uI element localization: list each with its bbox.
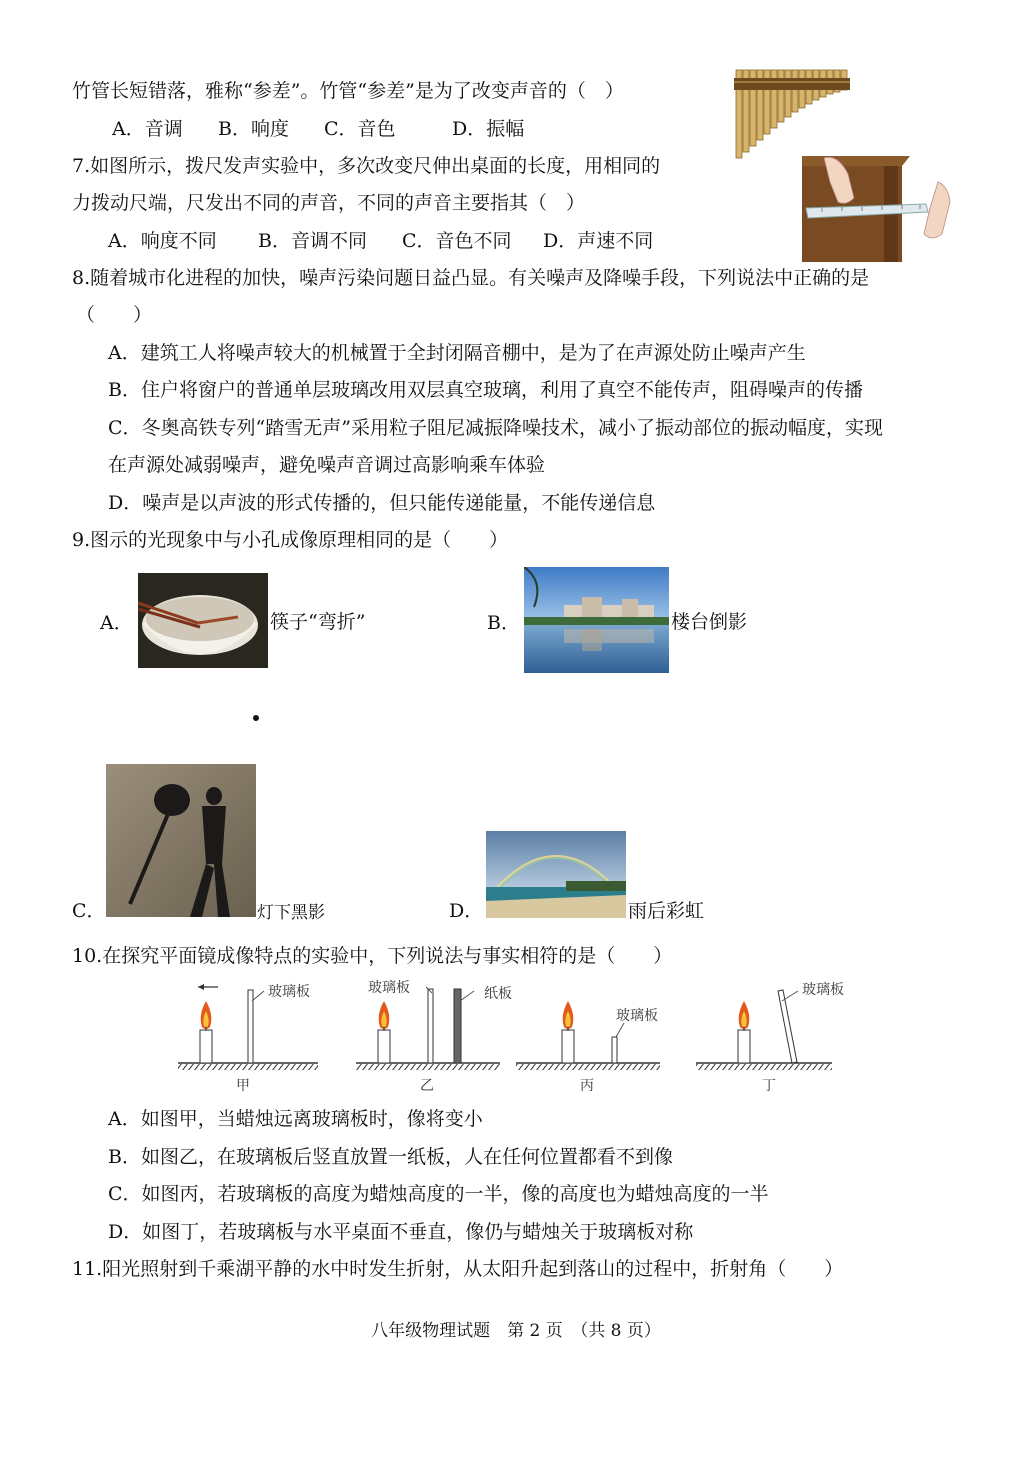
q9-option-b-letter: B．	[487, 612, 520, 634]
fig-ding-glass-label: 玻璃板	[802, 982, 844, 998]
stray-dot	[253, 715, 259, 721]
chopsticks-bowl-image	[138, 573, 268, 668]
q9-option-c-letter: C．	[72, 900, 106, 922]
fig-yi-glass-label: 玻璃板	[368, 980, 410, 996]
q9-option-a-caption: 筷子“弯折”	[270, 611, 366, 633]
q9-option-c-caption: 灯下黑影	[257, 903, 325, 923]
q8-option-c-line2: 在声源处减弱噪声，避免噪声音调过高影响乘车体验	[108, 454, 546, 476]
q6-option-c: C．音色	[324, 118, 396, 140]
fig-jia-label: 甲	[236, 1078, 250, 1094]
shadow-image	[106, 764, 256, 917]
fig-bing-label: 丙	[580, 1078, 594, 1094]
q7-stem-line2: 力拨动尺端，尺发出不同的声音，不同的声音主要指其（ ）	[72, 192, 586, 214]
fig-yi-label: 乙	[420, 1078, 434, 1094]
q9-option-a-letter: A．	[100, 612, 133, 634]
q8-stem-line1: 8.随着城市化进程的加快，噪声污染问题日益凸显。有关噪声及降噪手段，下列说法中正确的是	[72, 267, 870, 289]
pan-flute-image	[732, 64, 854, 160]
q9-option-d-letter: D．	[449, 900, 484, 922]
fig-bing-glass-label: 玻璃板	[616, 1008, 658, 1024]
fig-ding-label: 丁	[762, 1078, 776, 1094]
q10-option-d: D．如图丁，若玻璃板与水平桌面不垂直，像仍与蜡烛关于玻璃板对称	[108, 1221, 694, 1243]
q7-option-b: B．音调不同	[258, 230, 367, 252]
q9-option-d-caption: 雨后彩虹	[628, 900, 705, 922]
q7-stem-line1: 7.如图所示，拨尺发声实验中，多次改变尺伸出桌面的长度，用相同的	[72, 155, 661, 177]
q10-option-b: B．如图乙，在玻璃板后竖直放置一纸板，人在任何位置都看不到像	[108, 1146, 673, 1168]
building-reflection-image	[524, 567, 669, 673]
q7-option-d: D．声速不同	[543, 230, 654, 252]
rainbow-image	[486, 831, 626, 918]
q6-option-d: D．振幅	[452, 118, 525, 140]
q6-option-a: A．音调	[112, 118, 183, 140]
q11-stem: 11.阳光照射到千乘湖平静的水中时发生折射，从太阳升起到落山的过程中，折射角（ ）	[72, 1258, 844, 1280]
q6-option-b: B．响度	[218, 118, 289, 140]
fig-jia-glass-label: 玻璃板	[268, 984, 310, 1000]
q9-option-b-caption: 楼台倒影	[671, 611, 748, 633]
q8-option-c-line1: C．冬奥高铁专列“踏雪无声”采用粒子阻尼减振降噪技术，减小了振动部位的振动幅度，实现	[108, 417, 883, 439]
page-footer: 八年级物理试题 第 2 页 （共 8 页）	[371, 1321, 661, 1341]
fig-yi-paper-label: 纸板	[484, 986, 512, 1002]
q9-stem: 9.图示的光现象中与小孔成像原理相同的是（ ）	[72, 529, 509, 551]
q8-option-a: A．建筑工人将噪声较大的机械置于全封闭隔音棚中，是为了在声源处防止噪声产生	[108, 342, 806, 364]
q8-option-d: D．噪声是以声波的形式传播的，但只能传递能量，不能传递信息	[108, 492, 656, 514]
q10-option-a: A．如图甲，当蜡烛远离玻璃板时，像将变小	[108, 1108, 483, 1130]
q10-option-c: C．如图丙，若玻璃板的高度为蜡烛高度的一半，像的高度也为蜡烛高度的一半	[108, 1183, 769, 1205]
q6-stem: 竹管长短错落，雅称“参差”。竹管“参差”是为了改变声音的（ ）	[72, 80, 624, 102]
mirror-experiment-figures	[170, 975, 870, 1100]
q10-stem: 10.在探究平面镜成像特点的实验中，下列说法与事实相符的是（ ）	[72, 945, 673, 967]
q7-option-a: A．响度不同	[108, 230, 217, 252]
q7-option-c: C．音色不同	[402, 230, 512, 252]
q8-stem-line2: （ ）	[76, 304, 153, 326]
q8-option-b: B．住户将窗户的普通单层玻璃改用双层真空玻璃，利用了真空不能传声，阻碍噪声的传播	[108, 379, 863, 401]
ruler-experiment-image	[802, 152, 960, 262]
